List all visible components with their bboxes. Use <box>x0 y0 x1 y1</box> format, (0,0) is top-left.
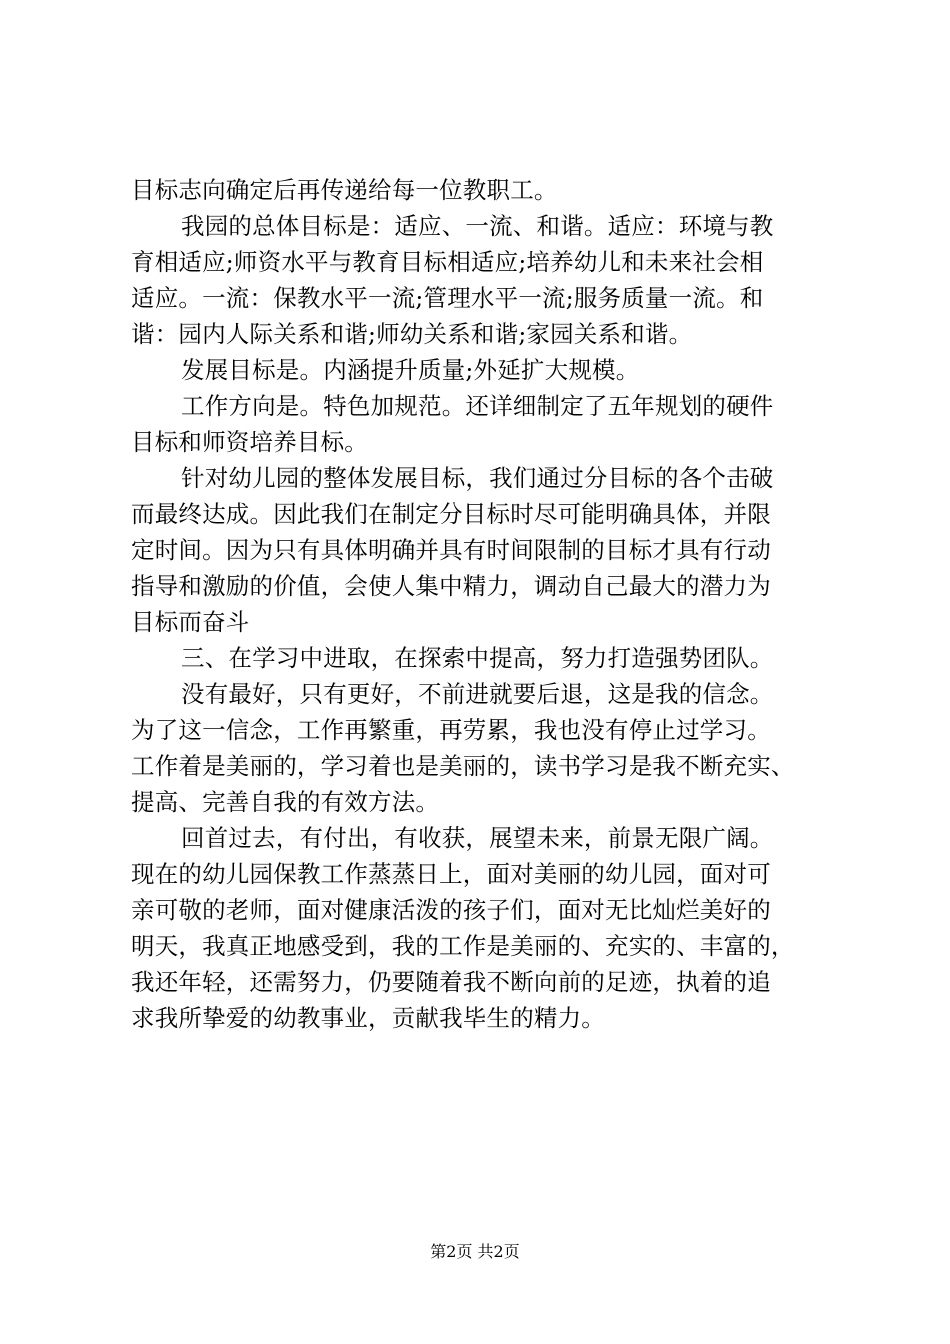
text-line: 育相适应;师资水平与教育目标相适应;培养幼儿和未来社会相 <box>131 248 764 276</box>
document-body <box>131 172 826 1036</box>
text-line: 定时间。因为只有具体明确并具有时间限制的目标才具有行动 <box>131 536 771 564</box>
text-line: 目标和师资培养目标。 <box>131 428 368 456</box>
text-line: 工作方向是。特色加规范。还详细制定了五年规划的硬件 <box>181 392 774 420</box>
text-line: 指导和激励的价值，会使人集中精力，调动自己最大的潜力为 <box>131 572 771 600</box>
text-line: 求我所挚爱的幼教事业，贡献我毕生的精力。 <box>131 1004 605 1032</box>
page-number: 第2页 共2页 <box>430 1242 520 1261</box>
text-line: 为了这一信念，工作再繁重，再劳累，我也没有停止过学习。 <box>131 716 771 744</box>
text-line: 目标志向确定后再传递给每一位教职工。 <box>131 176 558 204</box>
text-line: 没有最好，只有更好，不前进就要后退，这是我的信念。 <box>181 680 774 708</box>
text-line: 工作着是美丽的，学习着也是美丽的，读书学习是我不断充实、 <box>131 752 795 780</box>
text-line: 目标而奋斗 <box>131 608 250 636</box>
text-line: 回首过去，有付出，有收获，展望未来，前景无限广阔。 <box>181 824 774 852</box>
text-line: 明天，我真正地感受到，我的工作是美丽的、充实的、丰富的， <box>131 932 795 960</box>
text-line: 亲可敬的老师，面对健康活泼的孩子们，面对无比灿烂美好的 <box>131 896 771 924</box>
text-line: 而最终达成。因此我们在制定分目标时尽可能明确具体，并限 <box>131 500 771 528</box>
text-line: 谐：园内人际关系和谐;师幼关系和谐;家园关系和谐。 <box>131 320 693 348</box>
text-line: 我还年轻，还需努力，仍要随着我不断向前的足迹，执着的追 <box>131 968 771 996</box>
text-line: 适应。一流：保教水平一流;管理水平一流;服务质量一流。和 <box>131 284 764 312</box>
page-footer <box>0 1241 950 1263</box>
text-line: 我园的总体目标是：适应、一流、和谐。适应：环境与教 <box>181 212 774 240</box>
text-line: 提高、完善自我的有效方法。 <box>131 788 440 816</box>
text-line: 针对幼儿园的整体发展目标，我们通过分目标的各个击破 <box>181 464 774 492</box>
section-heading: 三、在学习中进取，在探索中提高，努力打造强势团队。 <box>181 644 774 672</box>
text-line: 现在的幼儿园保教工作蒸蒸日上，面对美丽的幼儿园，面对可 <box>131 860 771 888</box>
text-line: 发展目标是。内涵提升质量;外延扩大规模。 <box>181 356 640 384</box>
